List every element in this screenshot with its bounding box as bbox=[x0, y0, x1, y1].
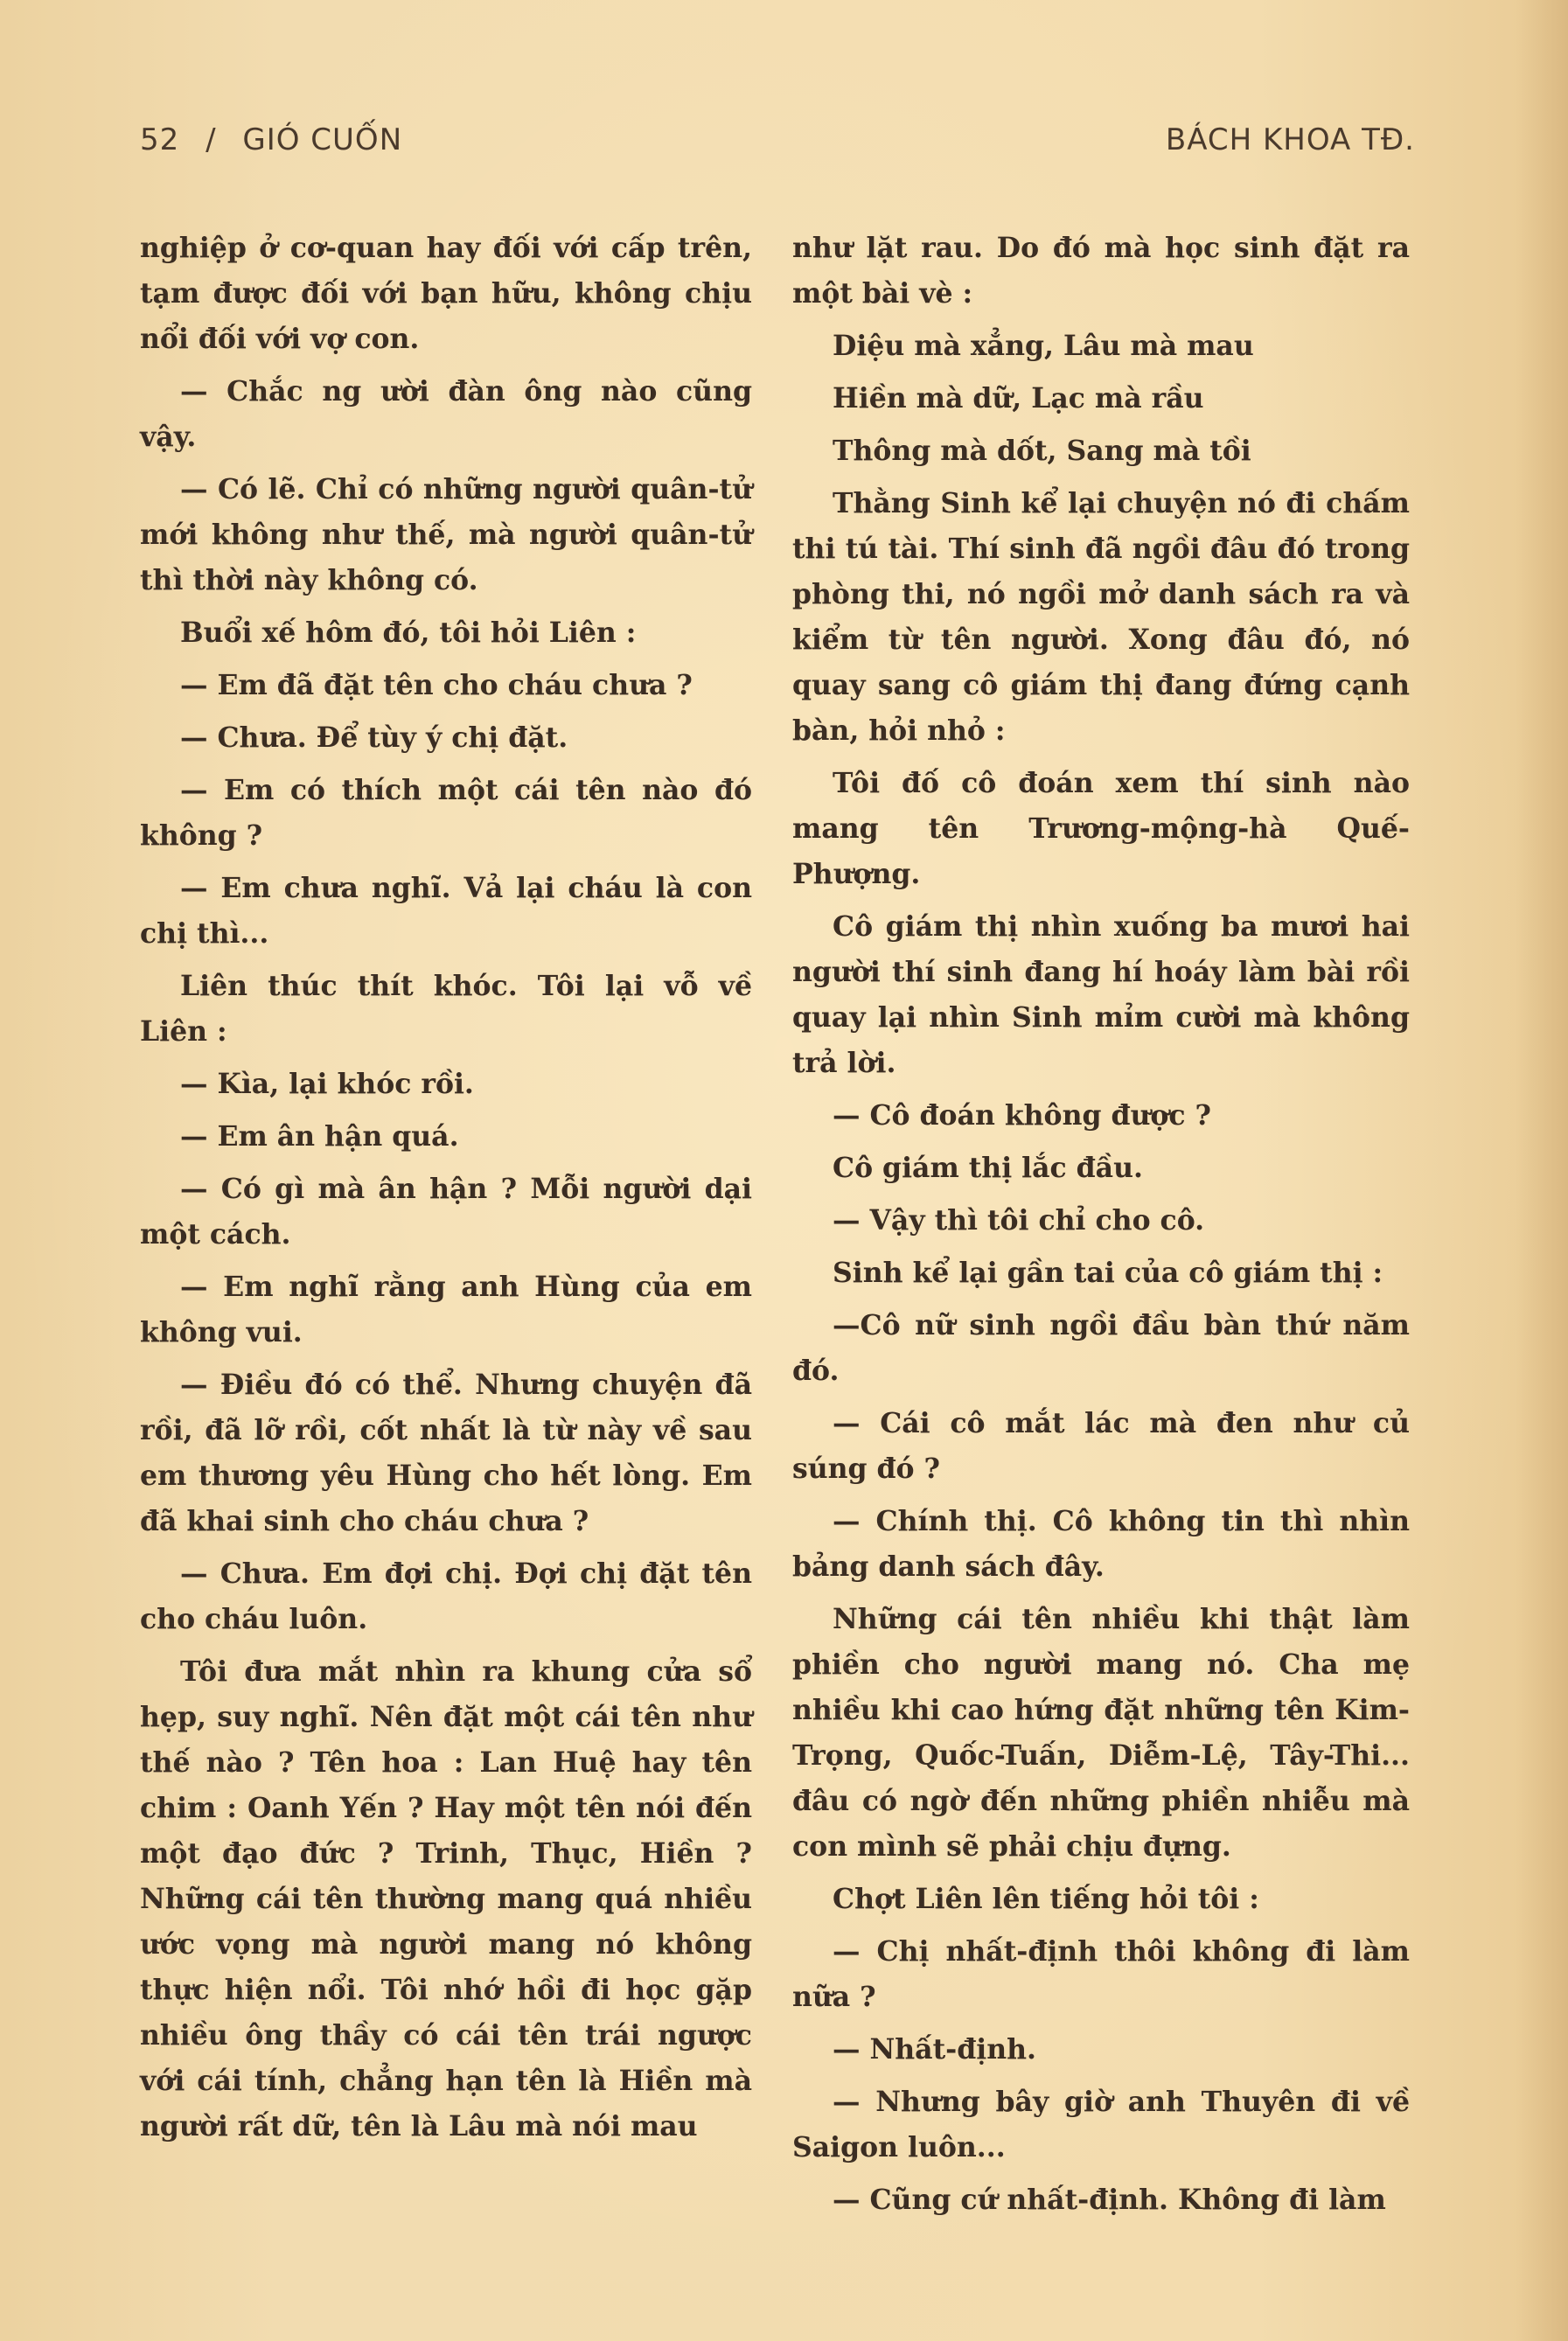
paragraph: như lặt rau. Do đó mà học sinh đặt ra một bài vè : bbox=[792, 232, 1410, 310]
paragraph: Cô giám thị lắc đầu. bbox=[833, 1152, 1143, 1184]
paragraph: — Cô đoán không được ? bbox=[833, 1099, 1212, 1132]
paragraph: — Chắc ng ười đàn ông nào cũng vậy. bbox=[140, 375, 752, 453]
paragraph: — Nhất-định. bbox=[833, 2033, 1036, 2066]
paragraph: Buổi xế hôm đó, tôi hỏi Liên : bbox=[180, 617, 637, 649]
paragraph: Cô giám thị nhìn xuống ba mươi hai người thí sinh đang hí hoáy làm bài rồi quay lại nhìn Sinh mỉm cười mà không trả lời. bbox=[792, 910, 1410, 1079]
paragraph: — Chưa. Để tùy ý chị đặt. bbox=[180, 721, 568, 754]
right-text-column bbox=[792, 226, 1410, 2230]
paragraph: — Có lẽ. Chỉ có những người quân-tử mới không như thế, mà người quân-tử thì thời này không có. bbox=[140, 473, 752, 596]
paragraph: — Em chưa nghĩ. Vả lại cháu là con chị thì... bbox=[140, 872, 752, 950]
paragraph: — Chính thị. Cô không tin thì nhìn bảng danh sách đây. bbox=[792, 1505, 1410, 1583]
paragraph: — Em đã đặt tên cho cháu chưa ? bbox=[180, 669, 693, 701]
paragraph: — Có gì mà ân hận ? Mỗi người dại một cách. bbox=[140, 1173, 752, 1251]
paragraph: Diệu mà xẳng, Lâu mà mau bbox=[833, 330, 1254, 362]
paragraph: — Nhưng bây giờ anh Thuyên đi về Saigon luôn... bbox=[792, 2086, 1410, 2163]
paragraph: — Kìa, lại khóc rồi. bbox=[180, 1068, 474, 1100]
paragraph: Sinh kể lại gần tai của cô giám thị : bbox=[833, 1257, 1383, 1289]
paragraph: — Cũng cứ nhất-định. Không đi làm bbox=[833, 2184, 1386, 2216]
paragraph: — Chưa. Em đợi chị. Đợi chị đặt tên cho cháu luôn. bbox=[140, 1557, 752, 1635]
page-edge-shadow bbox=[1516, 0, 1568, 2341]
paragraph: nghiệp ở cơ-quan hay đối với cấp trên, tạm được đối với bạn hữu, không chịu nổi đối với vợ con. bbox=[140, 232, 752, 355]
paragraph: Liên thúc thít khóc. Tôi lại vỗ về Liên : bbox=[140, 970, 752, 1048]
paragraph: Chợt Liên lên tiếng hỏi tôi : bbox=[833, 1883, 1259, 1915]
paragraph: Thằng Sinh kể lại chuyện nó đi chấm thi tú tài. Thí sinh đã ngồi đâu đó trong phòng thi, nó ngồi mở danh sách ra và kiểm từ tên người. Xong đâu đó, nó quay sang cô giám thị đang đứng cạnh bàn, hỏi nhỏ : bbox=[792, 487, 1410, 747]
publication-title: BÁCH KHOA TĐ. bbox=[1165, 122, 1415, 157]
paragraph: — Cái cô mắt lác mà đen như củ súng đó ? bbox=[792, 1407, 1410, 1485]
paragraph: — Em ân hận quá. bbox=[180, 1120, 459, 1153]
left-text-column bbox=[140, 226, 752, 2156]
paragraph: — Điều đó có thể. Nhưng chuyện đã rồi, đã lỡ rồi, cốt nhất là từ này về sau em thương yêu Hùng cho hết lòng. Em đã khai sinh cho cháu chưa ? bbox=[140, 1369, 752, 1537]
paragraph: Tôi đố cô đoán xem thí sinh nào mang tên Trương-mộng-hà Quế-Phượng. bbox=[792, 767, 1410, 890]
paragraph: Tôi đưa mắt nhìn ra khung cửa sổ hẹp, suy nghĩ. Nên đặt một cái tên như thế nào ? Tên hoa : Lan Huệ hay tên chim : Oanh Yến ? Hay một tên nói đến một đạo đức ? Trinh, Thục, Hiền ? Những cái tên thường mang quá nhiều ước vọng mà người mang nó không thực hiện nổi. Tôi nhớ hồi đi học gặp nhiều ông thầy có cái tên trái ngược với cái tính, chẳng hạn tên là Hiền mà người rất dữ, tên là Lâu mà nói mau bbox=[140, 1655, 752, 2142]
header-separator: / bbox=[206, 122, 217, 157]
running-header bbox=[140, 122, 1415, 175]
paragraph: Những cái tên nhiều khi thật làm phiền cho người mang nó. Cha mẹ nhiều khi cao hứng đặt những tên Kim-Trọng, Quốc-Tuấn, Diễm-Lệ, Tây-Thi... đâu có ngờ đến những phiền nhiễu mà con mình sẽ phải chịu đựng. bbox=[792, 1603, 1410, 1863]
paragraph: Hiền mà dữ, Lạc mà rầu bbox=[833, 382, 1204, 415]
paragraph: — Em nghĩ rằng anh Hùng của em không vui. bbox=[140, 1271, 752, 1348]
paragraph: — Em có thích một cái tên nào đó không ? bbox=[140, 774, 752, 852]
header-left bbox=[140, 122, 418, 157]
page-number: 52 bbox=[140, 122, 180, 157]
paragraph: — Chị nhất-định thôi không đi làm nữa ? bbox=[792, 1935, 1410, 2013]
paragraph: —Cô nữ sinh ngồi đầu bàn thứ năm đó. bbox=[792, 1309, 1410, 1387]
section-title: GIÓ CUỐN bbox=[242, 122, 403, 157]
paragraph: — Vậy thì tôi chỉ cho cô. bbox=[833, 1204, 1205, 1237]
paragraph: Thông mà dốt, Sang mà tồi bbox=[833, 435, 1251, 467]
